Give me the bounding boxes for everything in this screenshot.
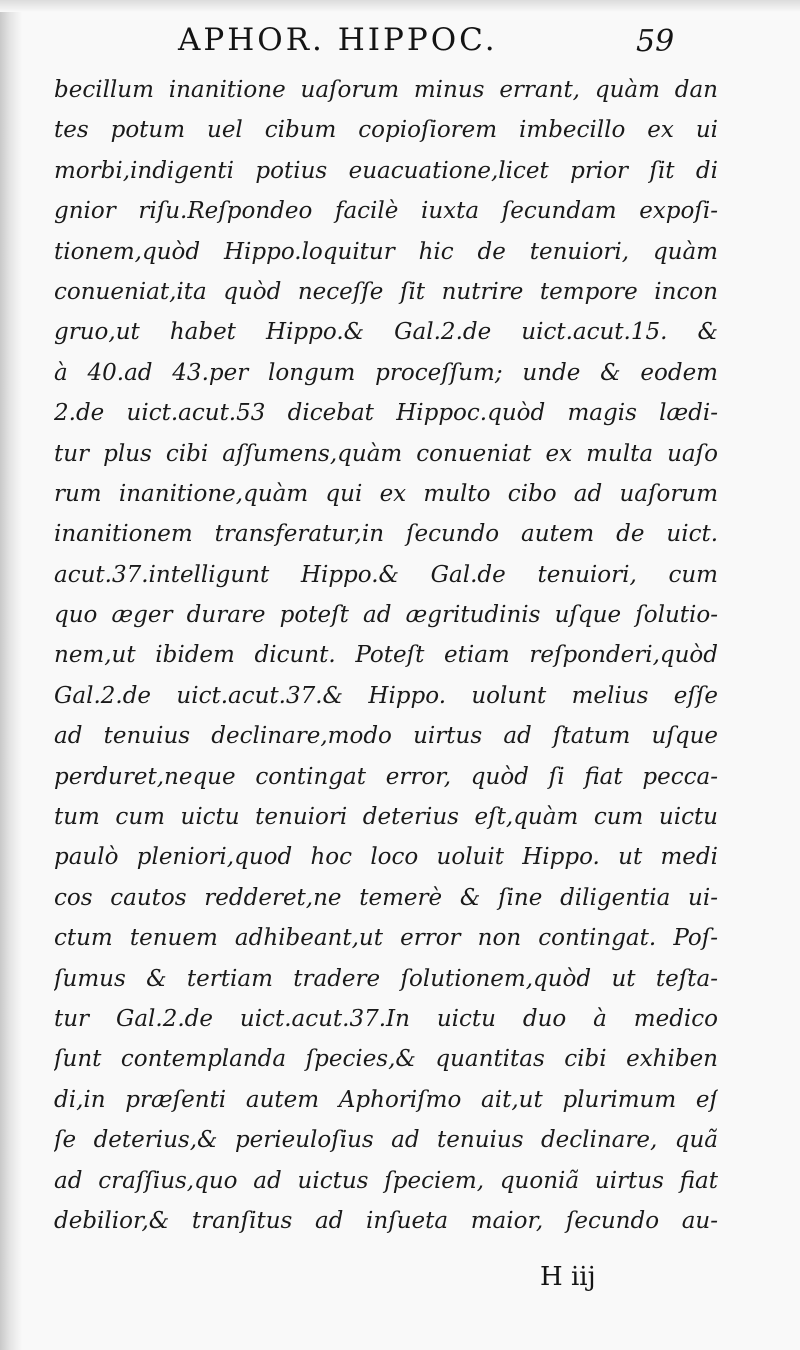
text-line: conueniat,ita quòd neceſſe ſit nutrire tempore incon — [54, 278, 718, 305]
text-line: ſumus & tertiam tradere ſolutionem,quòd ut teſta- — [54, 965, 718, 992]
text-line: ſe deterius,& perieuloſius ad tenuius declinare, quã — [54, 1127, 718, 1154]
text-line: debilior,& tranſitus ad inſueta maior, ſecundo au- — [54, 1207, 718, 1234]
text-line: tionem,quòd Hippo.loquitur hic de tenuiori, quàm — [54, 238, 718, 265]
text-line: 2.de uict.acut.53 dicebat Hippoc.quòd magis lædi- — [54, 400, 718, 427]
text-line: tum cum uictu tenuiori deterius eſt,quàm cum uictu — [54, 804, 718, 831]
signature-mark: H iij — [540, 1262, 596, 1292]
text-line: gruo,ut habet Hippo.& Gal.2.de uict.acut.15. & — [54, 319, 718, 346]
text-line: à 40.ad 43.per longum proceſſum; unde & eodem — [54, 359, 718, 386]
text-line: morbi,indigenti potius euacuatione,licet prior ſit di — [54, 157, 718, 184]
text-line: cos cautos redderet,ne temerè & ſine diligentia ui- — [54, 884, 718, 911]
text-line: rum inanitione,quàm qui ex multo cibo ad uaſorum — [54, 480, 718, 507]
page-number: 59 — [636, 24, 675, 59]
text-line: ctum tenuem adhibeant,ut error non contingat. Poſ- — [54, 925, 718, 952]
text-line: tur plus cibi aſſumens,quàm conueniat ex multa uaſo — [54, 440, 718, 467]
text-line: nem,ut ibidem dicunt. Poteſt etiam reſponderi,quòd — [54, 642, 718, 669]
text-line: quo æger durare poteſt ad ægritudinis uſque ſolutio- — [54, 602, 718, 629]
text-line: di,in præſenti autem Aphoriſmo ait,ut plurimum eſ — [54, 1086, 718, 1113]
running-head: APHOR. HIPPOC. — [178, 22, 498, 58]
text-line: ſunt contemplanda ſpecies,& quantitas cibi exhiben — [54, 1046, 718, 1073]
text-line: tur Gal.2.de uict.acut.37.In uictu duo à medico — [54, 1005, 718, 1032]
text-line: ad craſſius,quo ad uictus ſpeciem, quoniã uirtus fiat — [54, 1167, 718, 1194]
text-line: perduret,neque contingat error, quòd ſi fiat pecca- — [54, 763, 718, 790]
text-line: Gal.2.de uict.acut.37.& Hippo. uolunt melius eſſe — [54, 682, 718, 709]
gutter-shadow — [0, 0, 22, 1350]
page-header — [0, 18, 800, 62]
text-line: paulò pleniori,quod hoc loco uoluit Hippo. ut medi — [54, 844, 718, 871]
text-line: ad tenuius declinare,modo uirtus ad ſtatum uſque — [54, 723, 718, 750]
text-line: gnior riſu.Reſpondeo facilè iuxta ſecundam expoſi- — [54, 198, 718, 225]
text-line: inanitionem transferatur,in ſecundo autem de uict. — [54, 521, 718, 548]
text-line: becillum inanitione uaſorum minus errant, quàm dan — [54, 77, 718, 103]
text-line: acut.37.intelligunt Hippo.& Gal.de tenuiori, cum — [54, 561, 718, 588]
text-line: tes potum uel cibum copioſiorem imbecillo ex ui — [54, 117, 718, 144]
top-edge-shadow — [0, 0, 800, 12]
body-text — [54, 70, 718, 1241]
